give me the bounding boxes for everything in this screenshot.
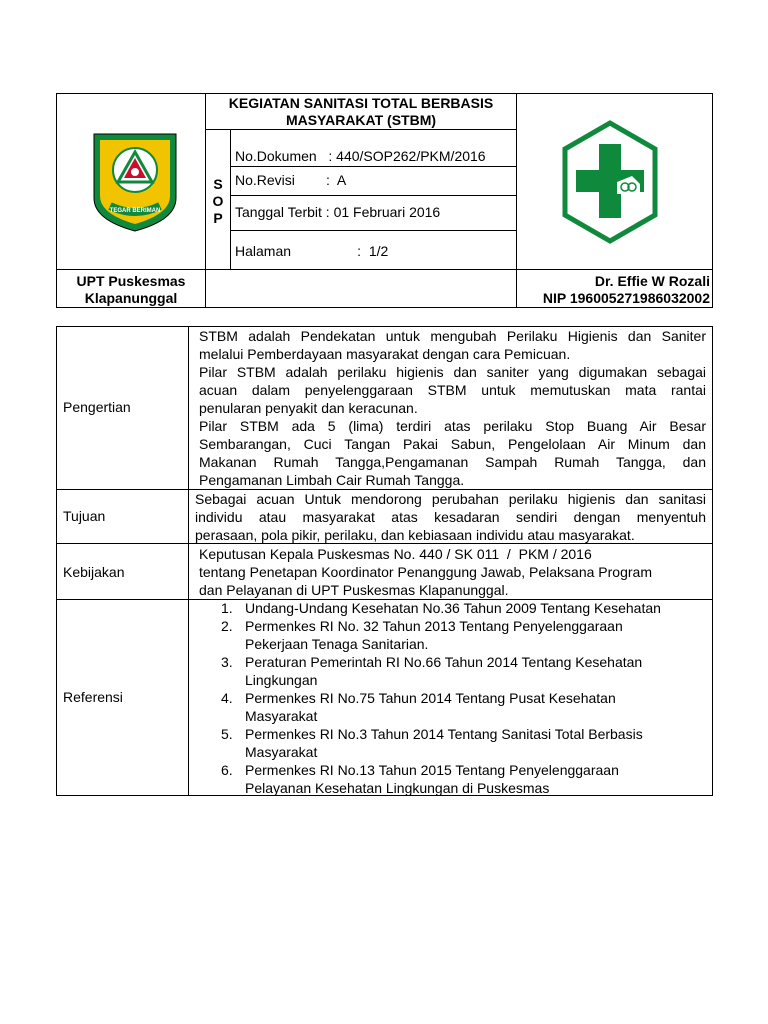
tujuan-line: individu atau masyarakat atas kesadaran sendiri dengan menyentuh [195,509,706,525]
pengertian-line: penularan penyakit dan keracunan. [199,400,418,416]
doc-number: No.Dokumen : 440/SOP262/PKM/2016 [235,148,486,164]
kebijakan-line: dan Pelayanan di UPT Puskesmas Klapanunggal. [199,582,509,598]
list-item-text: Masyarakat [245,708,318,724]
pengertian-line: Pilar STBM ada 5 (lima) terdiri atas perilaku Stop Buang Air Besar [199,418,706,434]
pengertian-line: acuan dalam penyelenggaraan STBM untuk memutuskan mata rantai [199,382,706,398]
sop-letter-p: P [213,210,223,226]
list-item-number: 5. [221,726,233,742]
list-item [221,689,705,725]
unit-name-line1: UPT Puskesmas [76,273,186,289]
list-item-text: Masyarakat [245,744,318,760]
list-item-text: Permenkes RI No.13 Tahun 2015 Tentang Penyelenggaraan [245,762,619,778]
pengertian-text [199,327,706,489]
kebijakan-line: tentang Penetapan Koordinator Penanggung Jawab, Pelaksana Program [199,564,652,580]
list-item [221,761,705,797]
sop-letter-s: S [213,176,223,192]
list-item-text: Pekerjaan Tenaga Sanitarian. [245,636,429,652]
list-item-text: Undang-Undang Kesehatan No.36 Tahun 2009 Tentang Kesehatan [245,600,661,616]
pengertian-line: Pilar STBM adalah perilaku higienis dan saniter yang digumakan sebagai [199,364,706,380]
list-item-text: Permenkes RI No.75 Tahun 2014 Tentang Pusat Kesehatan [245,690,616,706]
page-title-line1: KEGIATAN SANITASI TOTAL BERBASIS [228,95,494,111]
regency-logo [88,128,182,234]
list-item-number: 6. [221,762,233,778]
list-item [221,617,705,653]
pengertian-line: Pengamanan Limbah Cair Rumah Tangga. [199,472,465,488]
issue-date: Tanggal Terbit : 01 Februari 2016 [235,204,441,220]
list-item-text: Peraturan Pemerintah RI No.66 Tahun 2014 Tentang Kesehatan [245,654,643,670]
page-number: Halaman : 1/2 [235,243,389,259]
pengertian-line: Sembarangan, Cuci Tangan Pakai Sabun, Pengelolaan Air Minum dan [199,436,706,452]
tujuan-line: Sebagai acuan Untuk mendorong perubahan perilaku higienis dan sanitasi [195,491,706,507]
page-title-line2: MASYARAKAT (STBM) [285,112,437,128]
list-item-number: 2. [221,618,233,634]
tujuan-line: perasaan, pola pikir, perilaku, dan kebiasaan individu atau masyarakat. [195,527,635,543]
revision-number: No.Revisi : A [235,172,347,188]
kebijakan-text [199,545,706,599]
label-referensi: Referensi [63,689,123,705]
list-item-text: Pelayanan Kesehatan Lingkungan di Puskesmas [245,780,550,796]
signer-name: Dr. Effie W Rozali [594,273,710,289]
regency-logo-caption: TEGAR BERIMAN [109,208,161,214]
pengertian-line: STBM adalah Pendekatan untuk mengubah Perilaku Higienis dan Saniter [199,328,706,344]
list-item-number: 1. [221,600,233,616]
label-tujuan: Tujuan [63,508,106,524]
tujuan-text [195,490,706,544]
sop-letter-o: O [212,193,224,209]
kebijakan-line: Keputusan Kepala Puskesmas No. 440 / SK 011 / PKM / 2016 [199,546,592,562]
list-item-text: Permenkes RI No. 32 Tahun 2013 Tentang Penyelenggaraan [245,618,623,634]
puskesmas-logo [562,120,658,244]
signer-nip: NIP 196005271986032002 [542,290,710,306]
referensi-list [221,599,705,797]
list-item [221,725,705,761]
pengertian-line: melalui Pemberdayaan masyarakat dengan cara Pemicuan. [199,346,571,362]
list-item-text: Permenkes RI No.3 Tahun 2014 Tentang Sanitasi Total Berbasis [245,726,643,742]
label-pengertian: Pengertian [63,399,131,415]
list-item [221,599,705,617]
pengertian-line: Makanan Rumah Tangga,Pengamanan Sampah Rumah Tangga, dan [199,454,706,470]
list-item-number: 4. [221,690,233,706]
list-item-number: 3. [221,654,233,670]
label-kebijakan: Kebijakan [63,564,125,580]
list-item [221,653,705,689]
unit-name-line2: Klapanunggal [84,290,178,306]
list-item-text: Lingkungan [245,672,318,688]
